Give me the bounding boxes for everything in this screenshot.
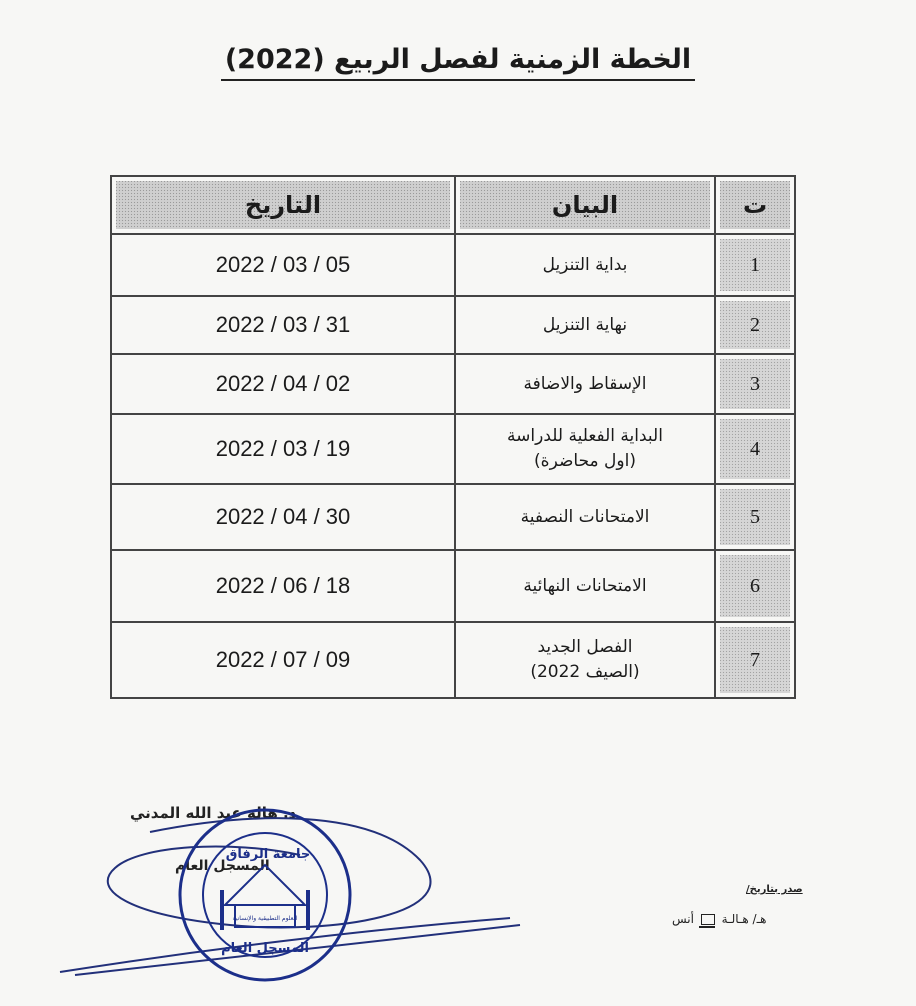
row-date: 2022 / 04 / 02	[111, 354, 455, 414]
row-number: 1	[715, 234, 795, 296]
handwritten-signature	[60, 818, 520, 975]
table-row	[111, 354, 795, 414]
schedule-table	[110, 175, 796, 699]
row-date: 2022 / 07 / 09	[111, 622, 455, 698]
row-item: بداية التنزيل	[455, 234, 715, 296]
table-row	[111, 234, 795, 296]
row-item: البداية الفعلية للدراسة (اول محاضرة)	[455, 414, 715, 484]
row-item: الإسقاط والاضافة	[455, 354, 715, 414]
row-number: 3	[715, 354, 795, 414]
row-number: 7	[715, 622, 795, 698]
row-number: 5	[715, 484, 795, 550]
table-row	[111, 484, 795, 550]
row-date: 2022 / 03 / 31	[111, 296, 455, 354]
table-row	[111, 622, 795, 698]
row-item: الفصل الجديد (الصيف 2022)	[455, 622, 715, 698]
stamp-inner-text: للعلوم التطبيقية والإنسانية	[232, 915, 298, 922]
row-number: 6	[715, 550, 795, 622]
typed-by: أنس	[672, 912, 694, 926]
table-body	[111, 234, 795, 698]
stamp-bottom-text: المسجل العام	[221, 941, 309, 956]
table-row	[111, 296, 795, 354]
table-row	[111, 550, 795, 622]
header-item: البيان	[455, 176, 715, 234]
issued-date-label: صدر بتاريخ/	[746, 884, 803, 895]
computer-icon	[701, 914, 715, 925]
table-row	[111, 414, 795, 484]
row-item: نهاية التنزيل	[455, 296, 715, 354]
row-item: الامتحانات النهائية	[455, 550, 715, 622]
row-date: 2022 / 06 / 18	[111, 550, 455, 622]
official-stamp	[180, 810, 350, 980]
schedule-table-wrapper	[110, 175, 796, 699]
prepared-by: هـ/ هـالـة	[721, 912, 767, 926]
table-header-row	[111, 176, 795, 234]
row-date: 2022 / 03 / 19	[111, 414, 455, 484]
signatory-name: د. هالة عبد الله المدني	[130, 804, 297, 822]
header-date: التاريخ	[111, 176, 455, 234]
document-title: الخطة الزمنية لفصل الربيع (2022)	[221, 40, 695, 81]
row-number: 2	[715, 296, 795, 354]
row-date: 2022 / 04 / 30	[111, 484, 455, 550]
row-date: 2022 / 03 / 05	[111, 234, 455, 296]
header-number: ت	[715, 176, 795, 234]
row-item: الامتحانات النصفية	[455, 484, 715, 550]
stamp-top-text: جامعة الرفاق	[225, 847, 311, 862]
signatory-position: المسجل العام	[175, 858, 270, 874]
row-number: 4	[715, 414, 795, 484]
document-title-block	[0, 40, 916, 81]
footer-initials	[672, 912, 766, 926]
